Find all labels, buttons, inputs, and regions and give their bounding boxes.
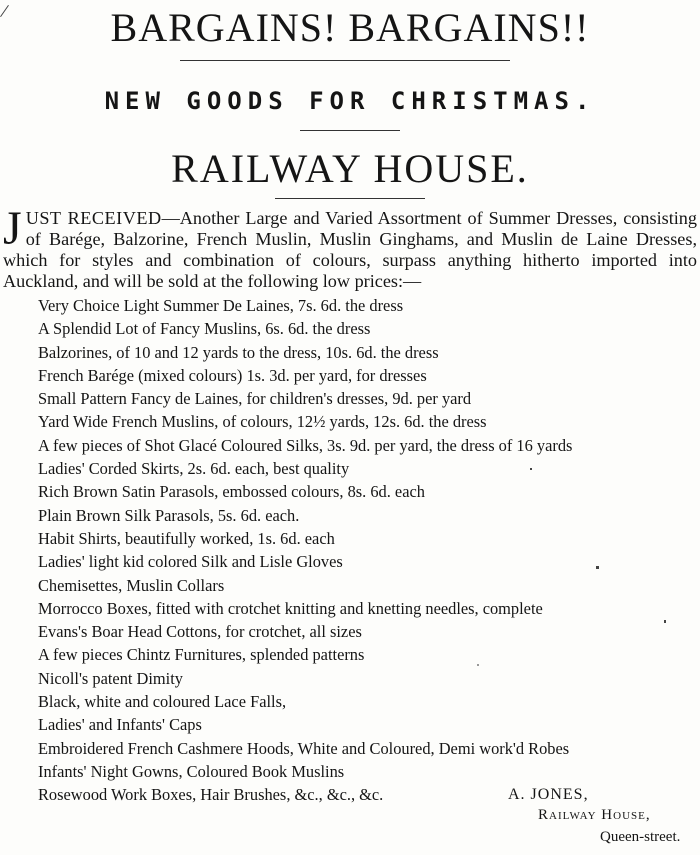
drop-cap: J xyxy=(3,202,22,255)
intro-text: —Another Large and Varied Assortment of Summer Dresses, consisting of Barége, Balzorine, French Muslin, Muslin Ginghams, and Muslin de Laine Dresses, which for styles and combination of colours, surpass anything hitherto imported into Auckland, and will be sold at the following low prices:— xyxy=(3,208,697,291)
scan-speck xyxy=(477,664,479,666)
headline: BARGAINS! BARGAINS!! xyxy=(110,5,590,50)
list-item: Very Choice Light Summer De Laines, 7s. 6d. the dress xyxy=(38,296,404,315)
list-item: Chemisettes, Muslin Collars xyxy=(38,575,225,595)
price-list xyxy=(38,294,678,807)
list-item: A Splendid Lot of Fancy Muslins, 6s. 6d. the dress xyxy=(38,319,371,339)
list-item: Rosewood Work Boxes, Hair Brushes, &c., &c., &c. xyxy=(38,785,384,805)
scan-speck xyxy=(530,468,532,470)
list-item: A few pieces of Shot Glacé Coloured Silks, 3s. 9d. per yard, the dress of 16 yards xyxy=(38,435,573,455)
list-item: Habit Shirts, beautifully worked, 1s. 6d. each xyxy=(38,528,335,548)
subheadline: NEW GOODS FOR CHRISTMAS. xyxy=(104,87,596,115)
intro-paragraph xyxy=(3,202,697,292)
merchant-street: Queen-street. xyxy=(600,829,681,845)
rule-under-headline xyxy=(180,60,510,61)
intro-lead: UST RECEIVED xyxy=(25,208,162,228)
list-item: Embroidered French Cashmere Hoods, White and Coloured, Demi work'd Robes xyxy=(38,738,570,758)
list-item: Plain Brown Silk Parasols, 5s. 6d. each. xyxy=(38,505,300,525)
list-item: A few pieces Chintz Furnitures, splended patterns xyxy=(38,645,365,665)
list-item: Morrocco Boxes, fitted with crotchet knitting and knetting needles, complete xyxy=(38,598,543,618)
rule-under-store-name xyxy=(275,198,425,199)
rule-under-subheadline xyxy=(300,130,400,131)
store-name: RAILWAY HOUSE. xyxy=(171,146,529,191)
list-item: Evans's Boar Head Cottons, for crotchet, all sizes xyxy=(38,622,362,642)
scan-speck xyxy=(664,620,666,623)
list-item: Ladies' Corded Skirts, 2s. 6d. each, best quality xyxy=(38,459,350,479)
list-item: Ladies' and Infants' Caps xyxy=(38,715,202,735)
list-item: Yard Wide French Muslins, of colours, 12½ yards, 12s. 6d. the dress xyxy=(38,412,487,432)
merchant-house: Railway House, xyxy=(538,807,651,823)
list-item: French Barége (mixed colours) 1s. 3d. per yard, for dresses xyxy=(38,365,427,385)
list-item: Nicoll's patent Dimity xyxy=(38,668,183,688)
signature-block xyxy=(0,786,700,852)
list-item: Balzorines, of 10 and 12 yards to the dress, 10s. 6d. the dress xyxy=(38,342,439,362)
list-item: Infants' Night Gowns, Coloured Book Muslins xyxy=(38,761,345,781)
list-item: Rich Brown Satin Parasols, embossed colours, 8s. 6d. each xyxy=(38,482,425,502)
list-item: Ladies' light kid colored Silk and Lisle Gloves xyxy=(38,552,343,572)
list-item: Small Pattern Fancy de Laines, for children's dresses, 9d. per yard xyxy=(38,389,472,409)
scan-speck xyxy=(596,566,599,569)
merchant-name: A. JONES, xyxy=(508,786,589,803)
list-item: Black, white and coloured Lace Falls, xyxy=(38,692,287,712)
